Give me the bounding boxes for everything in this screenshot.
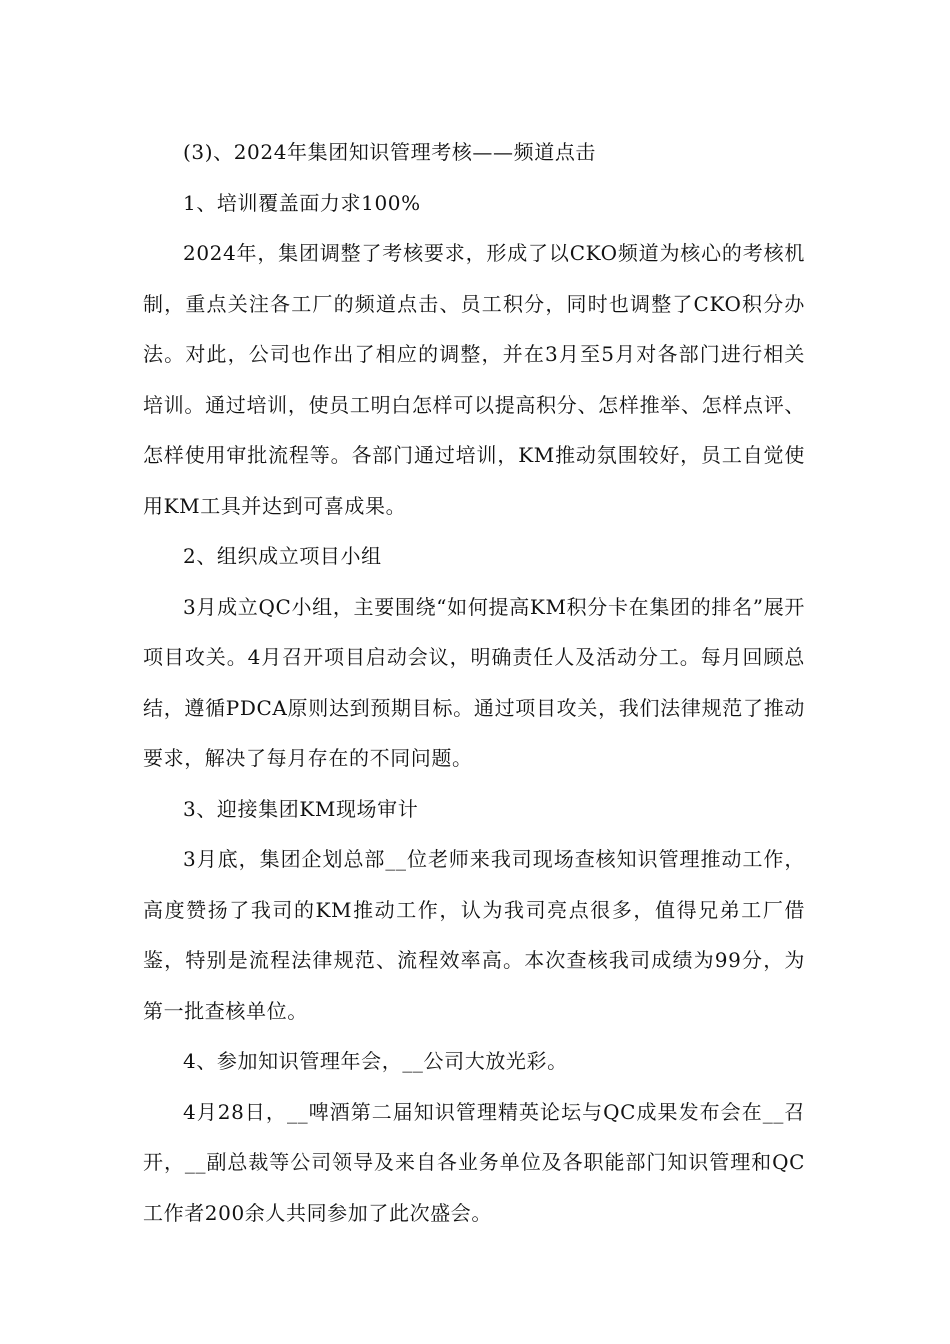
body-paragraph: 2024年，集团调整了考核要求，形成了以CKO频道为核心的考核机制，重点关注各工厂的频道点击、员工积分，同时也调整了CKO积分办法。对此，公司也作出了相应的调整，并在3月至5月对各部门进行相关培训。通过培训，使员工明白怎样可以提高积分、怎样推举、怎样点评、怎样使用审批流程等。各部门通过培训，KM推动氛围较好，员工自觉使用KM工具并达到可喜成果。 (143, 241, 805, 518)
body-paragraph: 3月成立QC小组，主要围绕“如何提高KM积分卡在集团的排名”展开项目攻关。4月召开项目启动会议，明确责任人及活动分工。每月回顾总结，遵循PDCA原则达到预期目标。通过项目攻关，我们法律规范了推动要求，解决了每月存在的不同问题。 (143, 594, 805, 770)
subsection-heading: 4、参加知识管理年会，__公司大放光彩。 (183, 1049, 568, 1073)
section-heading: (3)、2024年集团知识管理考核——频道点击 (183, 140, 597, 164)
subsection-heading: 1、培训覆盖面力求100% (183, 190, 421, 215)
subsection-heading: 3、迎接集团KM现场审计 (183, 796, 419, 821)
subsection-heading: 2、组织成立项目小组 (183, 544, 382, 568)
document-body (143, 127, 805, 1238)
body-paragraph: 4月28日，__啤酒第二届知识管理精英论坛与QC成果发布会在__召开，__副总裁等公司领导及来自各业务单位及各职能部门知识管理和QC工作者200余人共同参加了此次盛会。 (143, 1099, 805, 1225)
body-paragraph: 3月底，集团企划总部__位老师来我司现场查核知识管理推动工作，高度赞扬了我司的KM推动工作，认为我司亮点很多，值得兄弟工厂借鉴，特别是流程法律规范、流程效率高。本次查核我司成绩为99分，为第一批查核单位。 (143, 847, 805, 1023)
